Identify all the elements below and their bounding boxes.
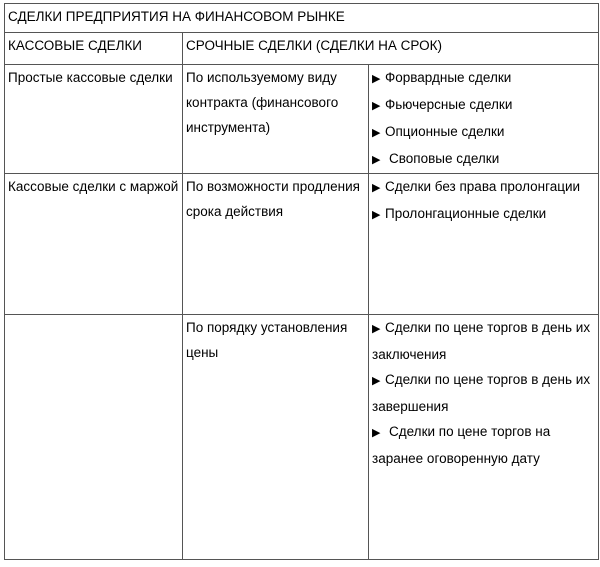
table-row — [5, 174, 599, 315]
deal-types-cell — [369, 174, 599, 315]
right-triangle-icon: ▶ — [372, 427, 381, 439]
criterion-cell: По используемому виду контракта (финансового инструмента) — [183, 65, 369, 174]
table-title: СДЕЛКИ ПРЕДПРИЯТИЯ НА ФИНАНСОВОМ РЫНКЕ — [5, 4, 599, 33]
list-item-text: Своповые сделки — [389, 151, 500, 166]
spot-deal-cell — [5, 315, 183, 560]
document-page — [4, 3, 598, 560]
list-item — [372, 146, 598, 173]
deal-types-cell — [369, 65, 599, 174]
criterion-cell: По возможности продления срока действия — [183, 174, 369, 315]
header-spot-deals: КАССОВЫЕ СДЕЛКИ — [5, 33, 183, 65]
table-row — [5, 65, 599, 174]
list-item-text: Сделки по цене торгов в день их заключения — [372, 320, 591, 362]
right-triangle-icon: ▶ — [372, 375, 381, 387]
list-item-text: Сделки по цене торгов на заранее оговоренную дату — [372, 424, 551, 466]
list-item — [372, 367, 598, 419]
list-item-text: Фьючерсные сделки — [385, 97, 513, 112]
right-triangle-icon: ▶ — [372, 154, 381, 166]
table-row — [5, 315, 599, 560]
right-triangle-icon: ▶ — [372, 73, 381, 85]
list-item — [372, 201, 598, 228]
right-triangle-icon: ▶ — [372, 127, 381, 139]
right-triangle-icon: ▶ — [372, 182, 381, 194]
deal-types-cell — [369, 315, 599, 560]
header-forward-deals: СРОЧНЫЕ СДЕЛКИ (СДЕЛКИ НА СРОК) — [183, 33, 599, 65]
spot-deal-cell: Кассовые сделки с маржой — [5, 174, 183, 315]
title-row — [5, 4, 599, 33]
right-triangle-icon: ▶ — [372, 100, 381, 112]
criterion-cell: По порядку установления цены — [183, 315, 369, 560]
header-row — [5, 33, 599, 65]
list-item-text: Сделки по цене торгов в день их завершения — [372, 372, 591, 414]
list-item — [372, 92, 598, 119]
spot-deal-cell: Простые кассовые сделки — [5, 65, 183, 174]
list-item — [372, 65, 598, 92]
deals-table — [4, 3, 599, 560]
list-item-text: Пролонгационные сделки — [385, 206, 547, 221]
list-item — [372, 174, 598, 201]
right-triangle-icon: ▶ — [372, 209, 381, 221]
list-item — [372, 119, 598, 146]
right-triangle-icon: ▶ — [372, 323, 381, 335]
list-item-text: Опционные сделки — [385, 124, 505, 139]
list-item — [372, 419, 598, 471]
list-item-text: Форвардные сделки — [385, 70, 512, 85]
list-item-text: Сделки без права пролонгации — [385, 179, 581, 194]
list-item — [372, 315, 598, 367]
